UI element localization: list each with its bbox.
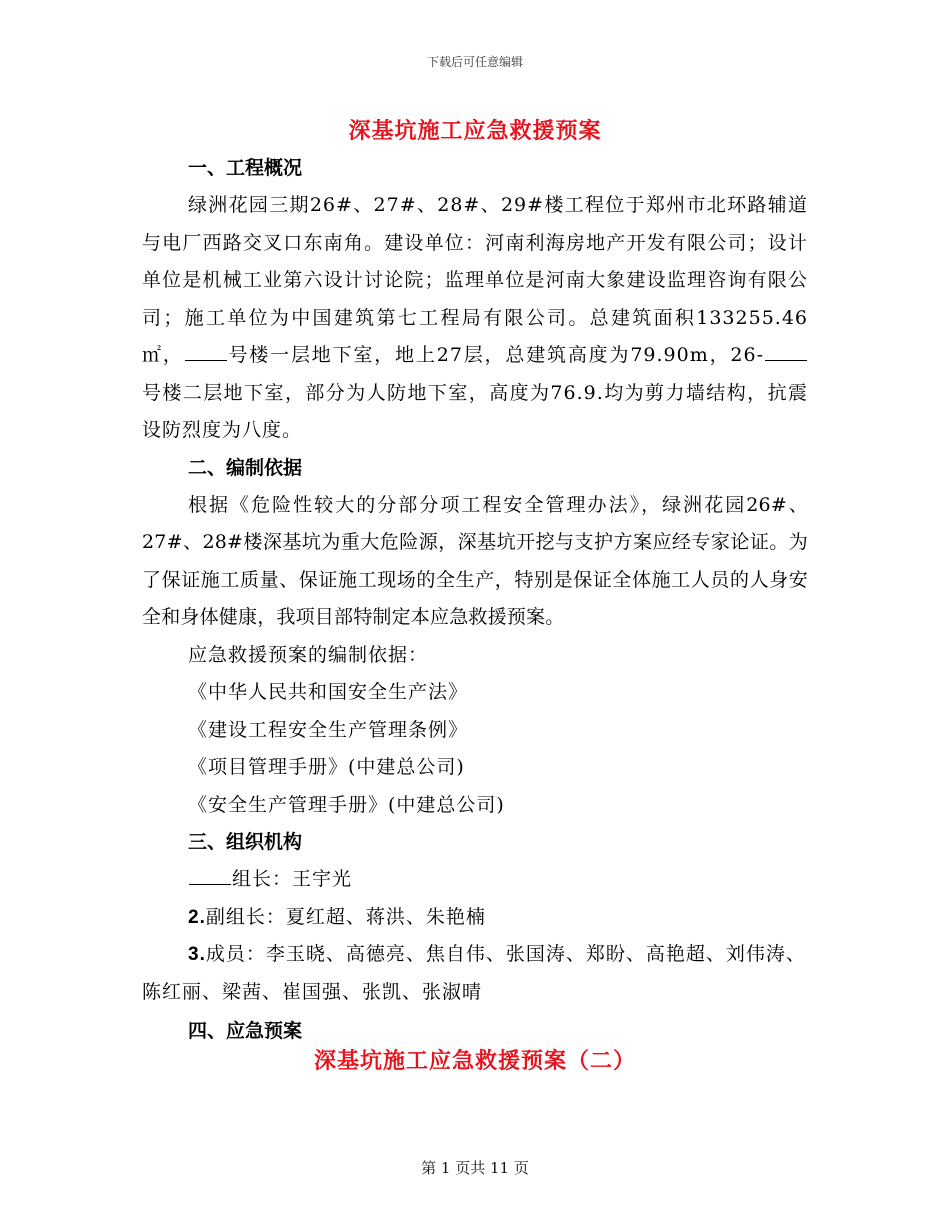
org-deputy-text: 副组长：夏红超、蒋洪、朱艳楠 — [205, 905, 486, 928]
page-number-footer: 第 1 页共 11 页 — [421, 1159, 529, 1177]
overview-text-1: 绿洲花园三期26#、27#、28#、29#楼工程位于郑州市北环路辅道与电厂西路交叉口东南角。建设单位：河南利海房地产开发有限公司；设计单位是机械工业第六设计讨论院；监理单位是河南大象建设监理咨询有限公司；施工单位为中国建筑第七工程局有限公司。总建筑面积133255.46㎡， — [142, 194, 808, 366]
org-deputy-number: 2. — [188, 906, 206, 928]
section-heading-emergency: 四、应急预案 — [188, 1020, 303, 1042]
basis-paragraph: 根据《危险性较大的分部分项工程安全管理办法》，绿洲花园26#、27#、28#楼深基坑为重大危险源，深基坑开挖与支护方案应经专家论证。为了保证施工质量、保证施工现场的全生产，特别是保证全体施工人员的人身安全和身体健康，我项目部特制定本应急救援预案。 — [142, 493, 808, 628]
second-document-title: 深基坑施工应急救援预案（二） — [313, 1048, 636, 1074]
overview-paragraph — [142, 187, 808, 450]
org-deputy — [142, 899, 808, 937]
blank-underline — [185, 359, 227, 361]
document-title: 深基坑施工应急救援预案 — [348, 118, 602, 144]
blank-underline — [765, 359, 807, 361]
basis-list-item: 《安全生产管理手册》(中建总公司) — [188, 793, 505, 816]
org-leader-text: 组长：王宇光 — [232, 868, 353, 890]
blank-underline — [189, 883, 231, 885]
document-body — [142, 150, 808, 1050]
org-members-number: 3. — [188, 944, 206, 965]
org-leader — [142, 861, 808, 899]
org-members-text: 成员：李玉晓、高德亮、焦自伟、张国涛、郑盼、高艳超、刘伟涛、陈红丽、梁茜、崔国强、张凯、张淑晴 — [142, 943, 806, 1003]
org-members — [142, 936, 808, 1011]
section-heading-organization: 三、组织机构 — [188, 831, 303, 853]
header-note: 下载后可任意编辑 — [426, 55, 523, 69]
section-heading-overview: 一、工程概况 — [188, 157, 303, 179]
overview-text-2: 号楼一层地下室，地上27层，总建筑高度为79.90m，26- — [227, 344, 764, 366]
basis-list-item: 《项目管理手册》(中建总公司) — [188, 756, 465, 778]
basis-list-item: 《中华人民共和国安全生产法》 — [188, 681, 469, 703]
overview-text-3: 号楼二层地下室，部分为人防地下室，高度为76.9.均为剪力墙结构，抗震设防烈度为八度。 — [142, 381, 808, 441]
basis-list-item: 《建设工程安全生产管理条例》 — [188, 718, 469, 741]
section-heading-basis: 二、编制依据 — [188, 456, 303, 479]
basis-list-intro: 应急救援预案的编制依据： — [188, 643, 429, 666]
